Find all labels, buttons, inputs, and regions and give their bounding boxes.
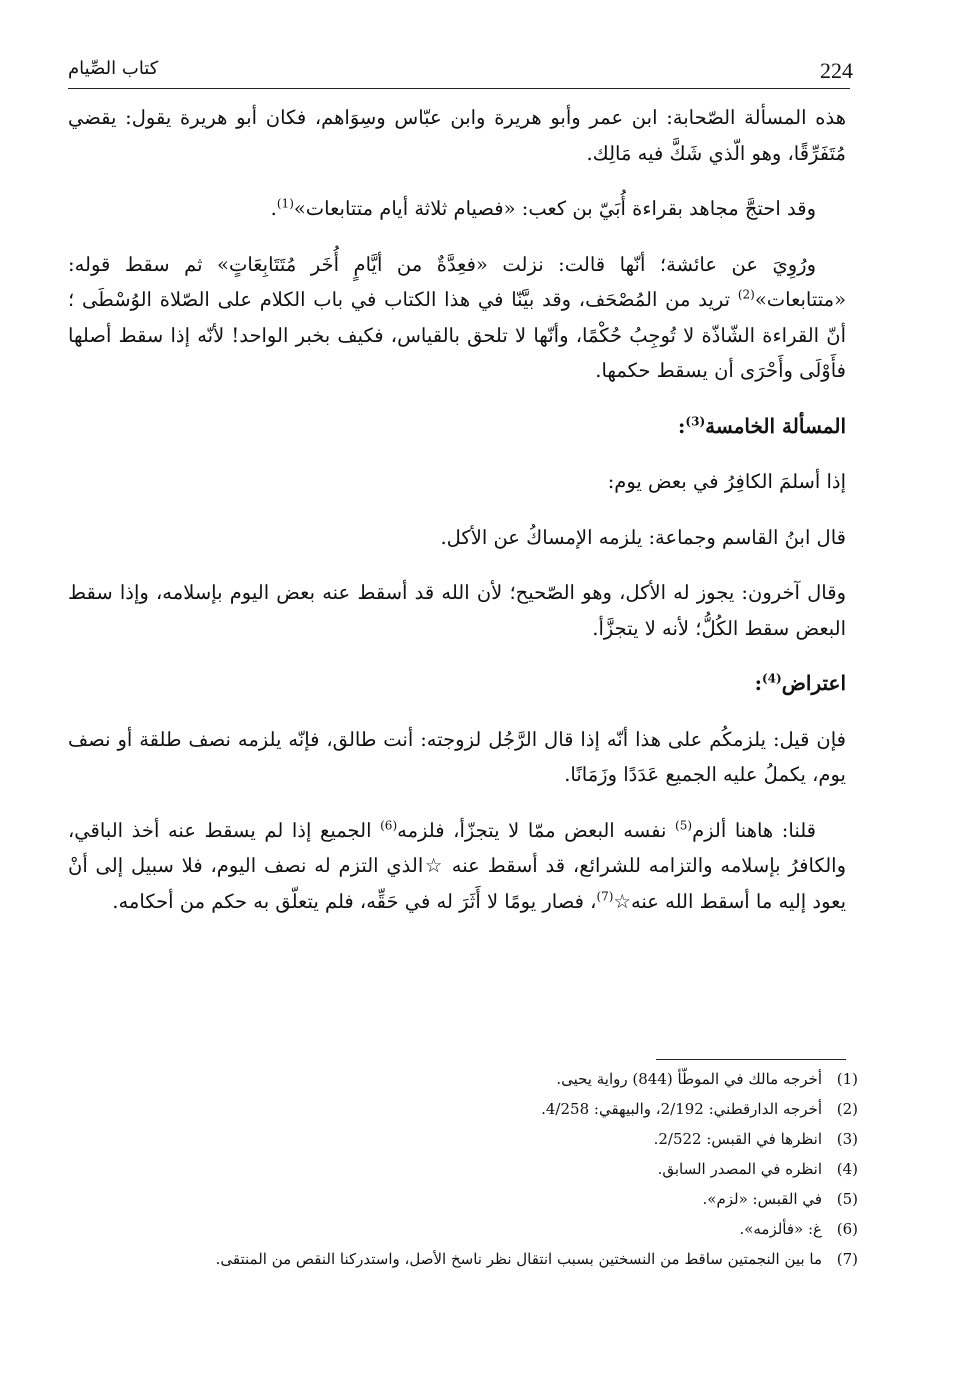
footnote-divider: [656, 1059, 846, 1060]
paragraph-text: قلنا: هاهنا ألزم: [692, 818, 816, 842]
paragraph-text: قال ابنُ القاسم وجماعة: يلزمه الإمساكُ عن الأكل.: [440, 525, 846, 549]
footnote-ref: (3): [685, 413, 706, 428]
footnote-text: أخرجه الدارقطني: 2/192، والبيهقي: 4/258.: [541, 1100, 822, 1118]
paragraph: [68, 520, 846, 556]
footnote-number: (1): [836, 1070, 858, 1088]
paragraph: [68, 247, 846, 389]
punctuation: :: [678, 413, 686, 438]
paragraph-text: هذه المسألة الصّحابة: ابن عمر وأبو هريرة وابن عبّاس وسِوَاهم، فكان أبو هريرة يقول: يقضي مُتَفَرِّقًا، وهو الّذي شَكَّ فيه مَالِك.: [68, 106, 846, 165]
footnote-ref: (5): [675, 818, 693, 832]
footnote-ref: (2): [737, 287, 755, 302]
section-heading: [68, 409, 846, 445]
paragraph: [68, 191, 846, 227]
footnote-text: انظره في المصدر السابق.: [657, 1160, 822, 1178]
footnote-text: انظرها في القبس: 2/522.: [653, 1130, 822, 1148]
footnote: [68, 1154, 858, 1184]
paragraph: [68, 464, 846, 500]
footnote: [68, 1064, 858, 1094]
footnote-number: (3): [836, 1130, 858, 1148]
heading-text: المسألة الخامسة: [705, 413, 846, 438]
footnote: [68, 1244, 858, 1274]
paragraph: [68, 575, 846, 646]
footnote-number: (5): [836, 1190, 858, 1208]
footnote-text: غ: «فألزمه».: [739, 1220, 822, 1238]
paragraph-text: نفسه البعض ممّا لا يتجزّأ، فلزمه: [397, 818, 676, 842]
footnote: [68, 1184, 858, 1214]
paragraph-text: وقد احتجَّ مجاهد بقراءة أُبَيّ بن كعب: «فصيام ثلاثة أيام متتابعات»: [293, 197, 816, 220]
heading-text: اعتراض: [781, 671, 846, 695]
footnote: [68, 1214, 858, 1244]
footnote-text: أخرجه مالك في الموطّأ (844) رواية يحيى.: [556, 1070, 822, 1088]
paragraph: [68, 100, 846, 171]
paragraph-text: وقال آخرون: يجوز له الأكل، وهو الصّحيح؛ لأن الله قد أسقط عنه بعض اليوم بإسلامه، وإذا سقط البعض سقط الكُلُّ؛ لأنه لا يتجزَّأ.: [68, 581, 846, 640]
footnote-ref: (4): [761, 671, 782, 686]
footnote-ref: (1): [276, 196, 294, 211]
paragraph: [68, 813, 846, 920]
paragraph-text: الجميع إذا لم يسقط عنه أخذ الباقي، والكافرُ بإسلامه والتزامه للشرائع، قد أسقط عنه ☆الذي التزم له نصف اليوم، فلا سبيل إلى أنْ يعود إليه ما أسقط الله عنه☆: [68, 818, 846, 913]
footnote-number: (2): [836, 1100, 858, 1118]
footnote-ref: (7): [596, 889, 614, 903]
punctuation: .: [270, 197, 277, 220]
paragraph-text: فإن قيل: يلزمكُم على هذا أنّه إذا قال الرَّجُل لزوجته: أنت طالق، فإنّه يلزمه نصف طلقة أو نصف يوم، يكملُ عليه الجميع عَدَدًا وزَمَانًا.: [68, 727, 846, 786]
footnote-number: (6): [836, 1220, 858, 1238]
footnote: [68, 1094, 858, 1124]
footnote-text: في القبس: «لزم».: [702, 1190, 822, 1208]
running-title: كتاب الصِّيام: [68, 58, 159, 79]
footnote-number: (4): [836, 1160, 858, 1178]
footnote-text: ما بين النجمتين ساقط من النسختين بسبب انتقال نظر ناسخ الأصل، واستدركنا النقص من المنتقى.: [215, 1250, 822, 1268]
paragraph-text: تريد من المُصْحَف، وقد بيَّنّا في هذا الكتاب في باب الكلام على الصّلاة الوُسْطَى ؛ أنّ القراءة الشّاذّة لا تُوجِبُ حُكْمًا، وأنّها لا تلحق بالقياس، فكيف بخبر الواحد! لأنّه إذا سقط أصلها فأَوْلَى وأَحْرَى أن يسقط حكمها.: [68, 288, 846, 382]
paragraph-text: إذا أسلمَ الكافِرُ في بعض يوم:: [607, 470, 846, 493]
paragraph-text: ورُوِيَ عن عائشة؛ أنّها قالت: نزلت «فعِدَّةٌ من أيَّامٍ أُخَر مُتَتَابِعَاتٍ» ثم سقط قوله: «متتابعات»: [68, 252, 846, 311]
footnote-number: (7): [836, 1250, 858, 1268]
main-text: [68, 100, 846, 939]
paragraph: [68, 722, 846, 793]
page-number: 224: [820, 58, 853, 83]
paragraph-text: ، فصار يومًا لا أَثَرَ له في حَقِّه، فلم يتعلّق به حكم من أحكامه.: [112, 889, 597, 913]
footnote-ref: (6): [380, 818, 398, 832]
punctuation: :: [754, 671, 762, 695]
footnotes: [68, 1064, 858, 1274]
footnote: [68, 1124, 858, 1154]
page-header: [68, 48, 853, 89]
section-heading: [68, 666, 846, 702]
